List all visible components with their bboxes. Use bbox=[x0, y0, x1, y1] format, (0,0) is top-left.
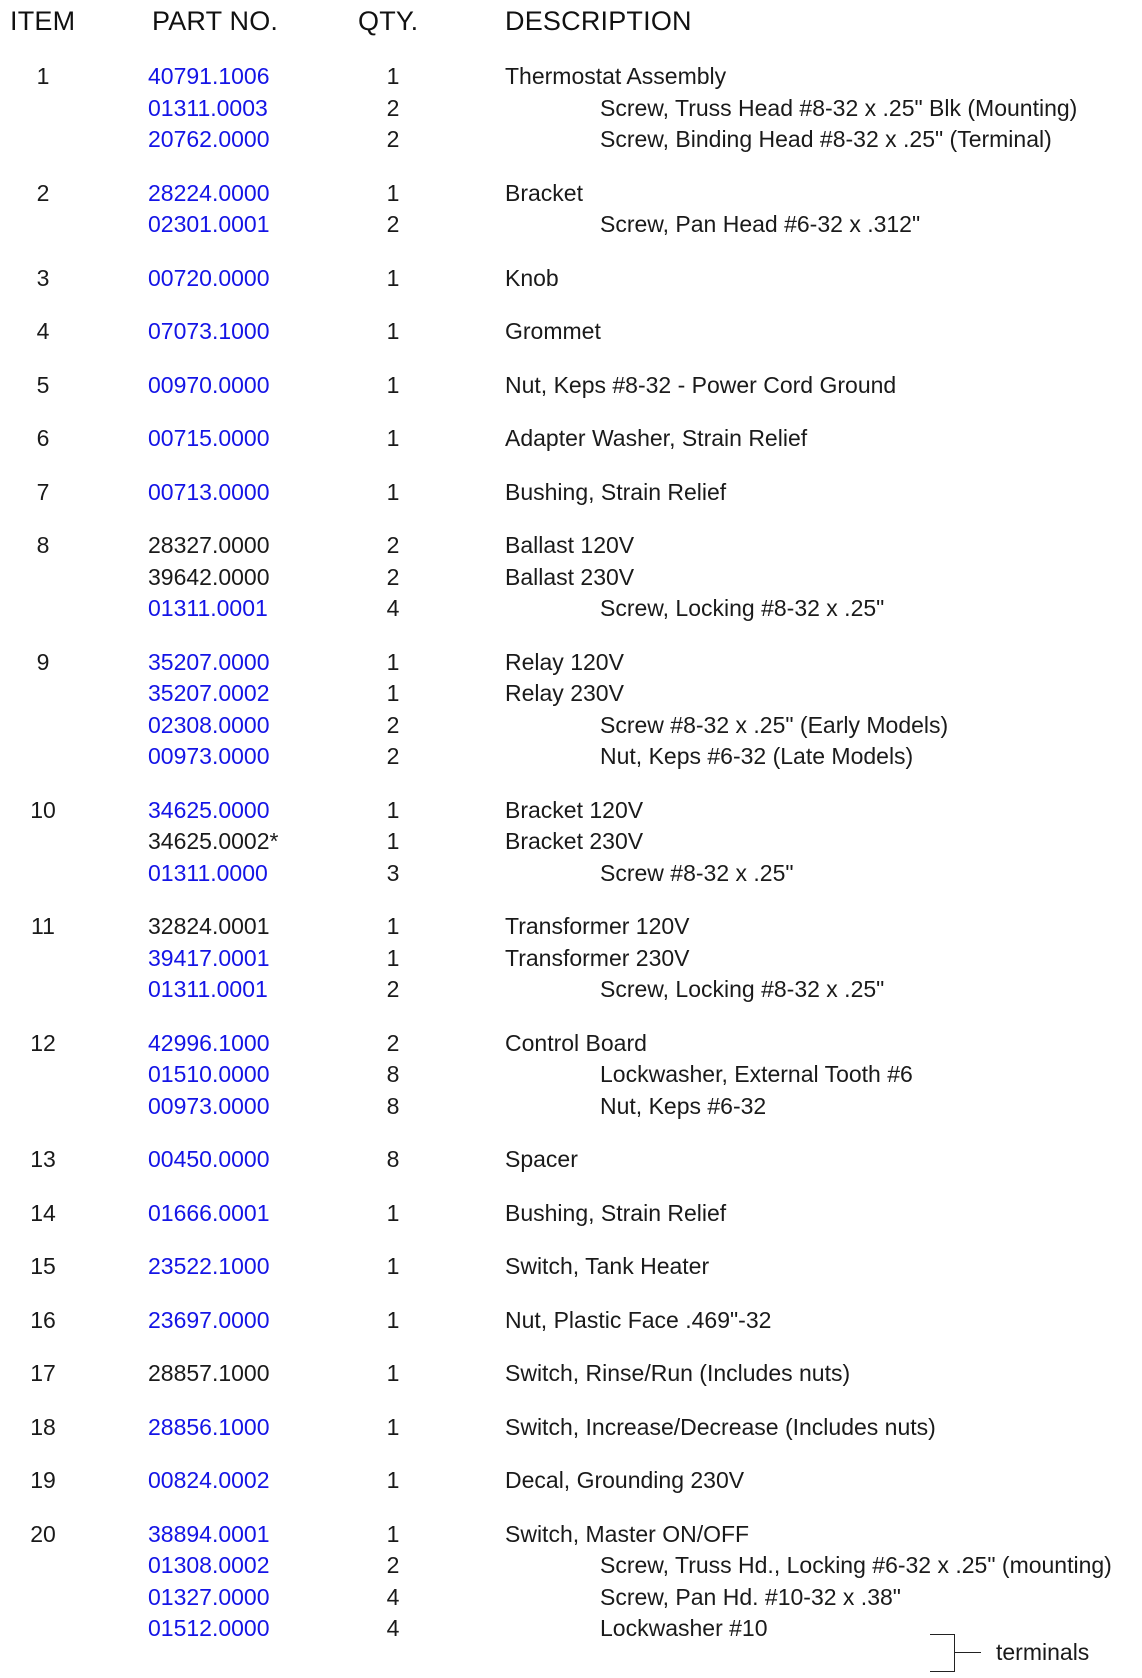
part-number-link[interactable]: 00720.0000 bbox=[148, 264, 270, 291]
quantity: 1 bbox=[386, 371, 400, 398]
quantity: 4 bbox=[386, 595, 400, 621]
sub-part-description: Screw, Locking #8-32 x .25" bbox=[600, 976, 885, 1002]
quantity: 1 bbox=[386, 944, 400, 971]
quantity: 2 bbox=[386, 532, 400, 558]
item-number: 15 bbox=[30, 1253, 56, 1279]
part-description: Transformer 120V bbox=[505, 913, 690, 939]
sub-part-description: Nut, Keps #6-32 (Late Models) bbox=[600, 743, 914, 769]
part-description: Switch, Rinse/Run (Includes nuts) bbox=[505, 1360, 851, 1386]
part-number-link[interactable]: 42996.1000 bbox=[148, 1029, 270, 1056]
part-description: Control Board bbox=[505, 1029, 647, 1056]
quantity: 4 bbox=[386, 1583, 400, 1610]
item-number: 20 bbox=[30, 1520, 56, 1547]
item-number: 9 bbox=[36, 648, 50, 675]
part-description: Switch, Increase/Decrease (Includes nuts) bbox=[505, 1413, 936, 1440]
part-number-link[interactable]: 00970.0000 bbox=[148, 371, 270, 398]
part-description: Ballast 120V bbox=[505, 532, 635, 558]
part-description: Relay 120V bbox=[505, 648, 624, 675]
quantity: 2 bbox=[386, 743, 400, 769]
sub-part-description: Screw #8-32 x .25" (Early Models) bbox=[600, 711, 949, 738]
quantity: 1 bbox=[386, 1520, 400, 1547]
item-number: 4 bbox=[36, 318, 50, 344]
part-number-link[interactable]: 01311.0000 bbox=[148, 859, 268, 886]
quantity: 1 bbox=[386, 1253, 400, 1279]
part-description: Grommet bbox=[505, 318, 601, 344]
header-part-no: PART NO. bbox=[152, 6, 279, 36]
quantity: 1 bbox=[386, 680, 400, 706]
quantity: 1 bbox=[386, 1306, 400, 1333]
part-description: Transformer 230V bbox=[505, 944, 690, 971]
part-number-link[interactable]: 00824.0002 bbox=[148, 1467, 270, 1493]
header-item: ITEM bbox=[10, 6, 76, 36]
quantity: 1 bbox=[386, 913, 400, 939]
part-number-link[interactable]: 23522.1000 bbox=[148, 1253, 270, 1279]
part-number-link[interactable]: 01311.0003 bbox=[148, 94, 268, 121]
part-number-link[interactable]: 39417.0001 bbox=[148, 944, 270, 971]
sub-part-description: Screw, Truss Head #8-32 x .25" Blk (Mounting) bbox=[600, 94, 1078, 121]
quantity: 2 bbox=[386, 1029, 400, 1056]
part-description: Bushing, Strain Relief bbox=[505, 1199, 727, 1226]
part-number: 28857.1000 bbox=[148, 1360, 270, 1386]
part-number-link[interactable]: 34625.0000 bbox=[148, 796, 270, 823]
header-description: DESCRIPTION bbox=[505, 6, 692, 36]
quantity: 4 bbox=[386, 1615, 400, 1641]
part-number-link[interactable]: 00973.0000 bbox=[148, 743, 270, 769]
part-number-link[interactable]: 01327.0000 bbox=[148, 1583, 270, 1610]
quantity: 1 bbox=[386, 1360, 400, 1386]
item-number: 8 bbox=[36, 532, 50, 558]
part-number-link[interactable]: 01311.0001 bbox=[148, 595, 268, 621]
quantity: 1 bbox=[386, 828, 400, 854]
part-description: Spacer bbox=[505, 1146, 578, 1172]
item-number: 16 bbox=[30, 1306, 56, 1333]
quantity: 8 bbox=[386, 1146, 400, 1172]
part-description: Bracket bbox=[505, 179, 583, 206]
quantity: 2 bbox=[386, 1552, 400, 1578]
quantity: 3 bbox=[386, 859, 400, 886]
quantity: 8 bbox=[386, 1092, 400, 1119]
sub-part-description: Screw, Binding Head #8-32 x .25" (Terminal) bbox=[600, 126, 1052, 152]
part-number-link[interactable]: 01512.0000 bbox=[148, 1615, 270, 1641]
header-qty: QTY. bbox=[358, 6, 419, 36]
quantity: 2 bbox=[386, 563, 400, 590]
part-number-link[interactable]: 20762.0000 bbox=[148, 126, 270, 152]
sub-part-description: Nut, Keps #6-32 bbox=[600, 1092, 767, 1119]
item-number: 19 bbox=[30, 1467, 56, 1493]
quantity: 1 bbox=[386, 1199, 400, 1226]
part-number-link[interactable]: 40791.1006 bbox=[148, 63, 270, 89]
part-number-link[interactable]: 00713.0000 bbox=[148, 478, 270, 505]
part-description: Thermostat Assembly bbox=[505, 63, 727, 89]
item-number: 12 bbox=[30, 1029, 56, 1056]
quantity: 1 bbox=[386, 425, 400, 451]
part-number-link[interactable]: 07073.1000 bbox=[148, 318, 270, 344]
part-number-link[interactable]: 00450.0000 bbox=[148, 1146, 270, 1172]
item-number: 2 bbox=[36, 179, 50, 206]
part-description: Bracket 120V bbox=[505, 796, 644, 823]
part-number-link[interactable]: 01311.0001 bbox=[148, 976, 268, 1002]
item-number: 14 bbox=[30, 1199, 56, 1226]
quantity: 2 bbox=[386, 126, 400, 152]
part-description: Nut, Plastic Face .469"-32 bbox=[505, 1306, 772, 1333]
quantity: 2 bbox=[386, 711, 400, 738]
terminals-note: terminals bbox=[996, 1639, 1090, 1665]
quantity: 1 bbox=[386, 796, 400, 823]
sub-part-description: Screw, Truss Hd., Locking #6-32 x .25" (mounting) bbox=[600, 1552, 1112, 1578]
item-number: 6 bbox=[36, 425, 50, 451]
sub-part-description: Lockwasher #10 bbox=[600, 1615, 768, 1641]
item-number: 1 bbox=[36, 63, 50, 89]
part-number-link[interactable]: 01510.0000 bbox=[148, 1061, 270, 1087]
part-description: Switch, Master ON/OFF bbox=[505, 1520, 750, 1547]
part-description: Bushing, Strain Relief bbox=[505, 478, 727, 505]
part-number: 28327.0000 bbox=[148, 532, 270, 558]
quantity: 1 bbox=[386, 63, 400, 89]
part-description: Switch, Tank Heater bbox=[505, 1253, 710, 1279]
sub-part-description: Screw #8-32 x .25" bbox=[600, 859, 794, 886]
part-number-link[interactable]: 35207.0000 bbox=[148, 648, 270, 675]
part-number: 34625.0002* bbox=[148, 828, 279, 854]
part-description: Nut, Keps #8-32 - Power Cord Ground bbox=[505, 371, 897, 398]
part-number-link[interactable]: 28224.0000 bbox=[148, 179, 270, 206]
item-number: 10 bbox=[30, 796, 56, 823]
quantity: 2 bbox=[386, 211, 400, 237]
part-number-link[interactable]: 02301.0001 bbox=[148, 211, 270, 237]
part-number-link[interactable]: 02308.0000 bbox=[148, 711, 270, 738]
part-number-link[interactable]: 01666.0001 bbox=[148, 1199, 270, 1226]
item-number: 3 bbox=[36, 264, 50, 291]
item-number: 7 bbox=[36, 478, 50, 505]
sub-part-description: Screw, Pan Hd. #10-32 x .38" bbox=[600, 1583, 901, 1610]
item-number: 13 bbox=[30, 1146, 56, 1172]
part-number-link[interactable]: 00715.0000 bbox=[148, 425, 270, 451]
part-number-link[interactable]: 28856.1000 bbox=[148, 1413, 270, 1440]
quantity: 1 bbox=[386, 648, 400, 675]
quantity: 2 bbox=[386, 94, 400, 121]
part-description: Ballast 230V bbox=[505, 563, 635, 590]
quantity: 1 bbox=[386, 318, 400, 344]
item-number: 17 bbox=[30, 1360, 56, 1386]
item-number: 18 bbox=[30, 1413, 56, 1440]
part-description: Knob bbox=[505, 264, 559, 291]
part-description: Relay 230V bbox=[505, 680, 624, 706]
sub-part-description: Screw, Pan Head #6-32 x .312" bbox=[600, 211, 921, 237]
part-description: Adapter Washer, Strain Relief bbox=[505, 425, 808, 451]
terminals-bracket bbox=[930, 1634, 955, 1672]
quantity: 8 bbox=[386, 1061, 400, 1087]
part-number-link[interactable]: 00973.0000 bbox=[148, 1092, 270, 1119]
part-number-link[interactable]: 23697.0000 bbox=[148, 1306, 270, 1333]
part-number-link[interactable]: 38894.0001 bbox=[148, 1520, 270, 1547]
sub-part-description: Lockwasher, External Tooth #6 bbox=[600, 1061, 913, 1087]
part-description: Bracket 230V bbox=[505, 828, 644, 854]
quantity: 2 bbox=[386, 976, 400, 1002]
quantity: 1 bbox=[386, 179, 400, 206]
part-description: Decal, Grounding 230V bbox=[505, 1467, 745, 1493]
quantity: 1 bbox=[386, 264, 400, 291]
part-number: 32824.0001 bbox=[148, 913, 270, 939]
part-number-link[interactable]: 01308.0002 bbox=[148, 1552, 270, 1578]
part-number-link[interactable]: 35207.0002 bbox=[148, 680, 270, 706]
terminals-bracket-tick bbox=[955, 1652, 981, 1653]
quantity: 1 bbox=[386, 1467, 400, 1493]
part-number: 39642.0000 bbox=[148, 563, 270, 590]
quantity: 1 bbox=[386, 478, 400, 505]
item-number: 11 bbox=[31, 913, 55, 939]
sub-part-description: Screw, Locking #8-32 x .25" bbox=[600, 595, 885, 621]
quantity: 1 bbox=[386, 1413, 400, 1440]
item-number: 5 bbox=[36, 371, 50, 398]
